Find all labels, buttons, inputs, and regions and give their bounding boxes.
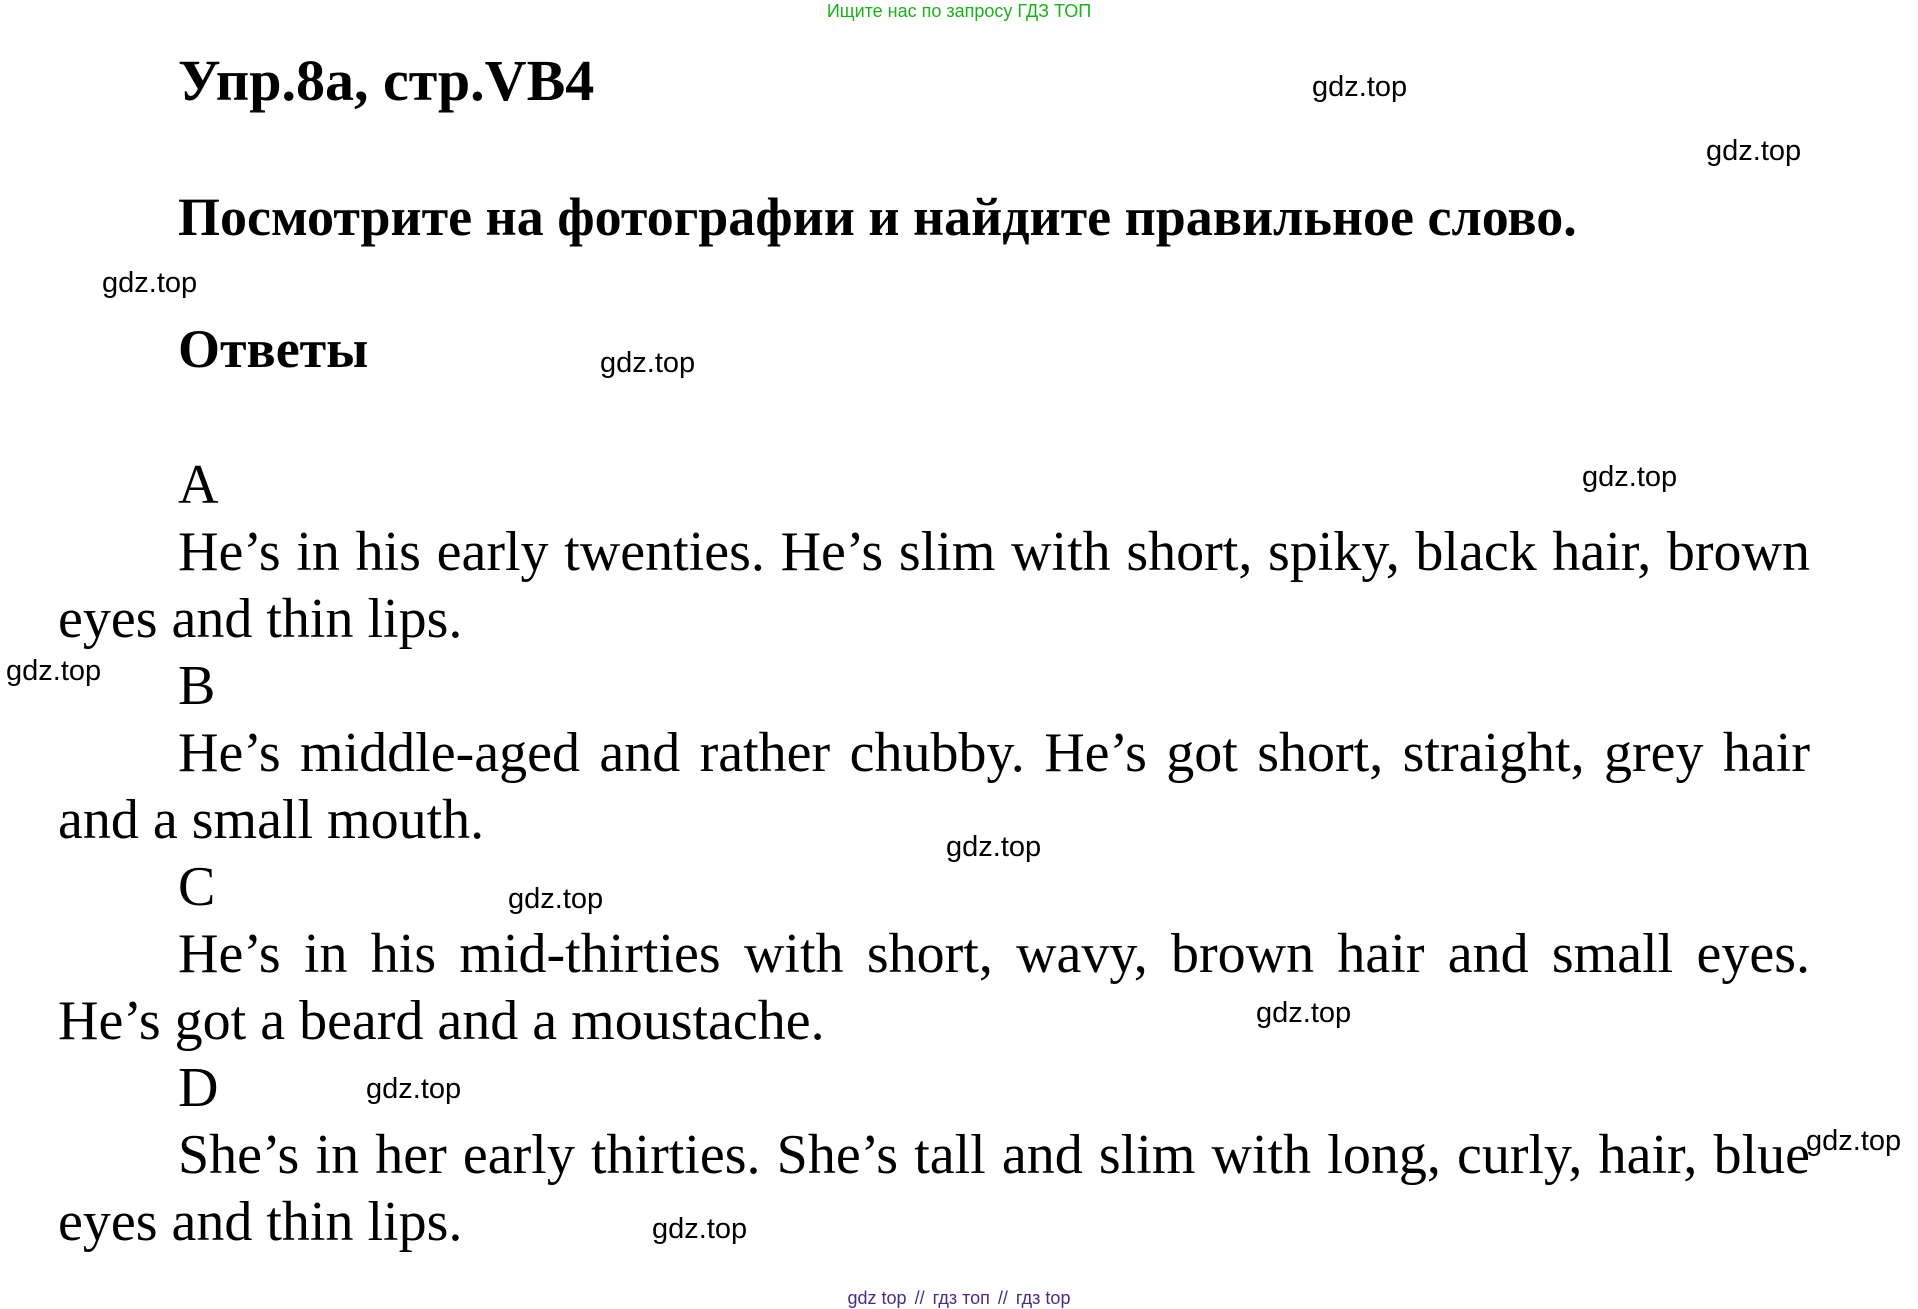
- watermark: gdz.top: [1706, 135, 1802, 167]
- bottom-banner-text: гдз топ: [932, 1288, 990, 1308]
- watermark: gdz.top: [600, 347, 696, 379]
- exercise-title: Упр.8а, стр.VB4: [178, 48, 595, 113]
- answer-text: She’s in her early thirties. She’s tall and slim with long, curly, hair, blue eyes and thin lips.: [58, 1124, 1810, 1253]
- watermark: gdz.top: [946, 831, 1042, 863]
- watermark: gdz.top: [508, 883, 604, 915]
- answers-list: [58, 452, 1810, 1256]
- watermark: gdz.top: [1806, 1125, 1902, 1157]
- answers-heading: Ответы: [178, 319, 369, 379]
- watermark: gdz.top: [1582, 461, 1678, 493]
- bottom-banner-text: гдз top: [1015, 1288, 1071, 1308]
- answer-item-b: [58, 653, 1810, 854]
- answer-text: He’s in his mid-thirties with short, wavy, brown hair and small eyes. He’s got a beard and a moustache.: [58, 923, 1810, 1052]
- answer-item-c: [58, 854, 1810, 1055]
- bottom-banner: [0, 1287, 1918, 1309]
- watermark: gdz.top: [366, 1073, 462, 1105]
- watermark: gdz.top: [6, 655, 102, 687]
- watermark: gdz.top: [652, 1213, 748, 1245]
- watermark: gdz.top: [1256, 997, 1352, 1029]
- answer-text: He’s in his early twenties. He’s slim with short, spiky, black hair, brown eyes and thin lips.: [58, 521, 1810, 650]
- task-instruction: Посмотрите на фотографии и найдите правильное слово.: [178, 187, 1577, 247]
- bottom-banner-separator: //: [914, 1288, 925, 1308]
- top-banner: Ищите нас по запросу ГДЗ ТОП: [826, 1, 1092, 21]
- answer-letter: D: [178, 1057, 219, 1119]
- answer-item-d: [58, 1055, 1810, 1256]
- answer-letter: B: [178, 655, 216, 717]
- bottom-banner-separator: //: [997, 1288, 1008, 1308]
- answer-text: He’s middle-aged and rather chubby. He’s got short, straight, grey hair and a small mouth.: [58, 722, 1810, 851]
- bottom-banner-text: gdz top: [847, 1288, 907, 1308]
- answer-letter: C: [178, 856, 216, 918]
- watermark: gdz.top: [1312, 71, 1408, 103]
- watermark: gdz.top: [102, 267, 198, 299]
- answer-letter: A: [178, 454, 219, 516]
- answer-item-a: [58, 452, 1810, 653]
